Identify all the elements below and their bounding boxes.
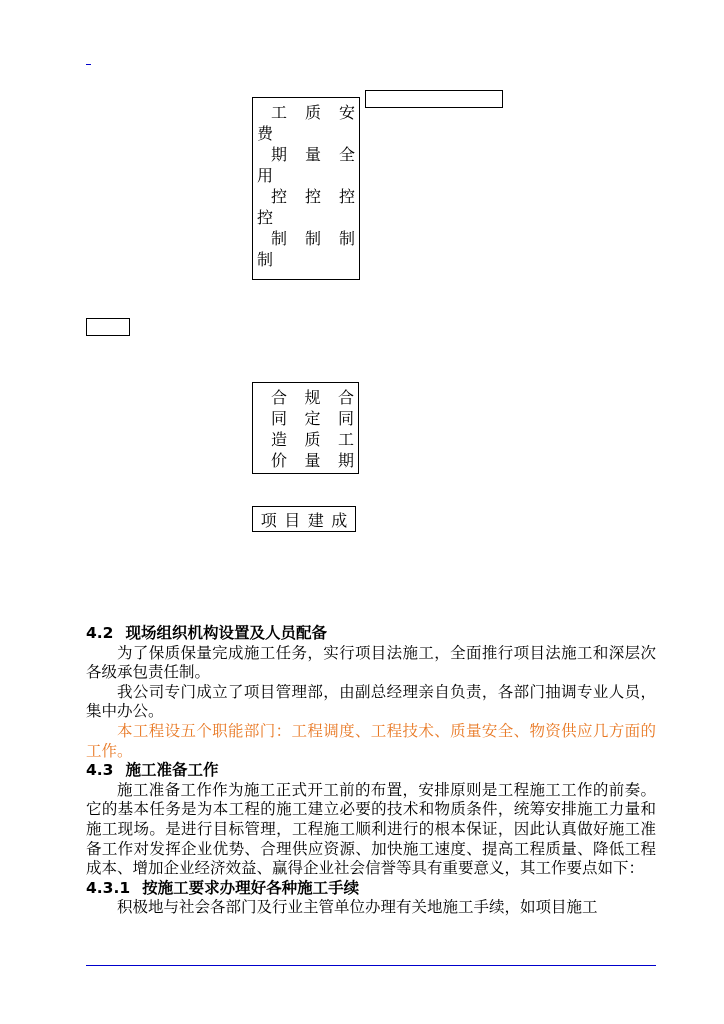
section-heading-4-2 [86, 624, 656, 644]
diagram-box-empty-left [86, 318, 130, 336]
header-mark [86, 64, 91, 65]
box1-wrap-char: 制 [257, 250, 274, 269]
box1-cell: 制 [338, 229, 355, 248]
box2-row [257, 429, 354, 450]
section-title: 现场组织机构设置及人员配备 [125, 624, 327, 642]
paragraph: 施工准备工作作为施工正式开工前的布置，安排原则是工程施工工作的前奏。它的基本任务是为本工程的施工建立必要的技术和物质条件，统筹安排施工力量和施工现场。是进行目标管理，工程施工顺利进行的根本保证，因此认真做好施工准备工作对发挥企业优势、合理供应资源、加快施工速度、提高工程质量、降低工程成本、增加企业经济效益、赢得企业社会信誉等具有重要意义，其工作要点如下： [86, 780, 656, 878]
section-heading-4-3-1 [86, 879, 656, 899]
section-number: 4.2 [86, 624, 114, 642]
paragraph: 为了保质保量完成施工任务，实行项目法施工，全面推行项目法施工和深层次各级承包责任制。 [86, 643, 656, 682]
box2-cell: 同 [271, 409, 288, 428]
box2-cell: 定 [304, 409, 321, 428]
highlighted-paragraph: 本工程设五个职能部门：工程调度、工程技术、质量安全、物资供应几方面的工作。 [86, 721, 656, 760]
box3-char: 成 [331, 510, 348, 530]
diagram-box-cost-quality-safety-control [252, 97, 360, 280]
section-number: 4.3.1 [86, 878, 131, 897]
box1-row [257, 186, 355, 207]
box1-wrap-char: 用 [257, 166, 274, 185]
box1-cell: 控 [271, 187, 288, 206]
box1-cell: 安 [338, 103, 355, 122]
paragraph: 我公司专门成立了项目管理部，由副总经理亲自负责，各部门抽调专业人员，集中办公。 [86, 682, 656, 721]
box1-cell: 制 [304, 229, 321, 248]
footer-rule [86, 965, 656, 966]
box3-char: 建 [307, 510, 324, 530]
section-heading-4-3 [86, 761, 656, 781]
box2-row [257, 387, 354, 408]
box1-wrap-char: 费 [257, 124, 274, 143]
box1-cell: 控 [338, 187, 355, 206]
diagram-box-contract-quality-schedule [252, 382, 359, 474]
box2-cell: 合 [337, 388, 354, 407]
box1-cell: 工 [271, 103, 288, 122]
box1-cell: 控 [304, 187, 321, 206]
box1-cell: 制 [271, 229, 288, 248]
box3-char: 目 [284, 510, 301, 530]
box1-row [257, 102, 355, 123]
box1-cell: 质 [304, 103, 321, 122]
box2-cell: 同 [337, 409, 354, 428]
box1-cell: 全 [338, 145, 355, 164]
box2-cell: 规 [304, 388, 321, 407]
box2-cell: 合 [271, 388, 288, 407]
box1-cell: 量 [304, 145, 321, 164]
box2-cell: 造 [271, 430, 288, 449]
box2-cell: 质 [304, 430, 321, 449]
box3-char: 项 [260, 510, 277, 530]
box1-row [257, 144, 355, 165]
diagram-box-project-completion [252, 506, 356, 532]
box1-wrap-char: 控 [257, 208, 274, 227]
box2-cell: 工 [337, 430, 354, 449]
box2-cell: 价 [271, 451, 288, 470]
section-title: 按施工要求办理好各种施工手续 [142, 878, 360, 897]
section-number: 4.3 [86, 761, 114, 780]
box2-cell: 量 [304, 451, 321, 470]
box2-row [257, 408, 354, 429]
box2-row [257, 450, 354, 471]
document-body [86, 624, 656, 918]
diagram-box-empty-top [365, 90, 503, 108]
section-title: 施工准备工作 [125, 761, 219, 780]
box1-cell: 期 [271, 145, 288, 164]
box1-row [257, 228, 355, 249]
box2-cell: 期 [337, 451, 354, 470]
paragraph: 积极地与社会各部门及行业主管单位办理有关地施工手续，如项目施工 [117, 898, 598, 917]
